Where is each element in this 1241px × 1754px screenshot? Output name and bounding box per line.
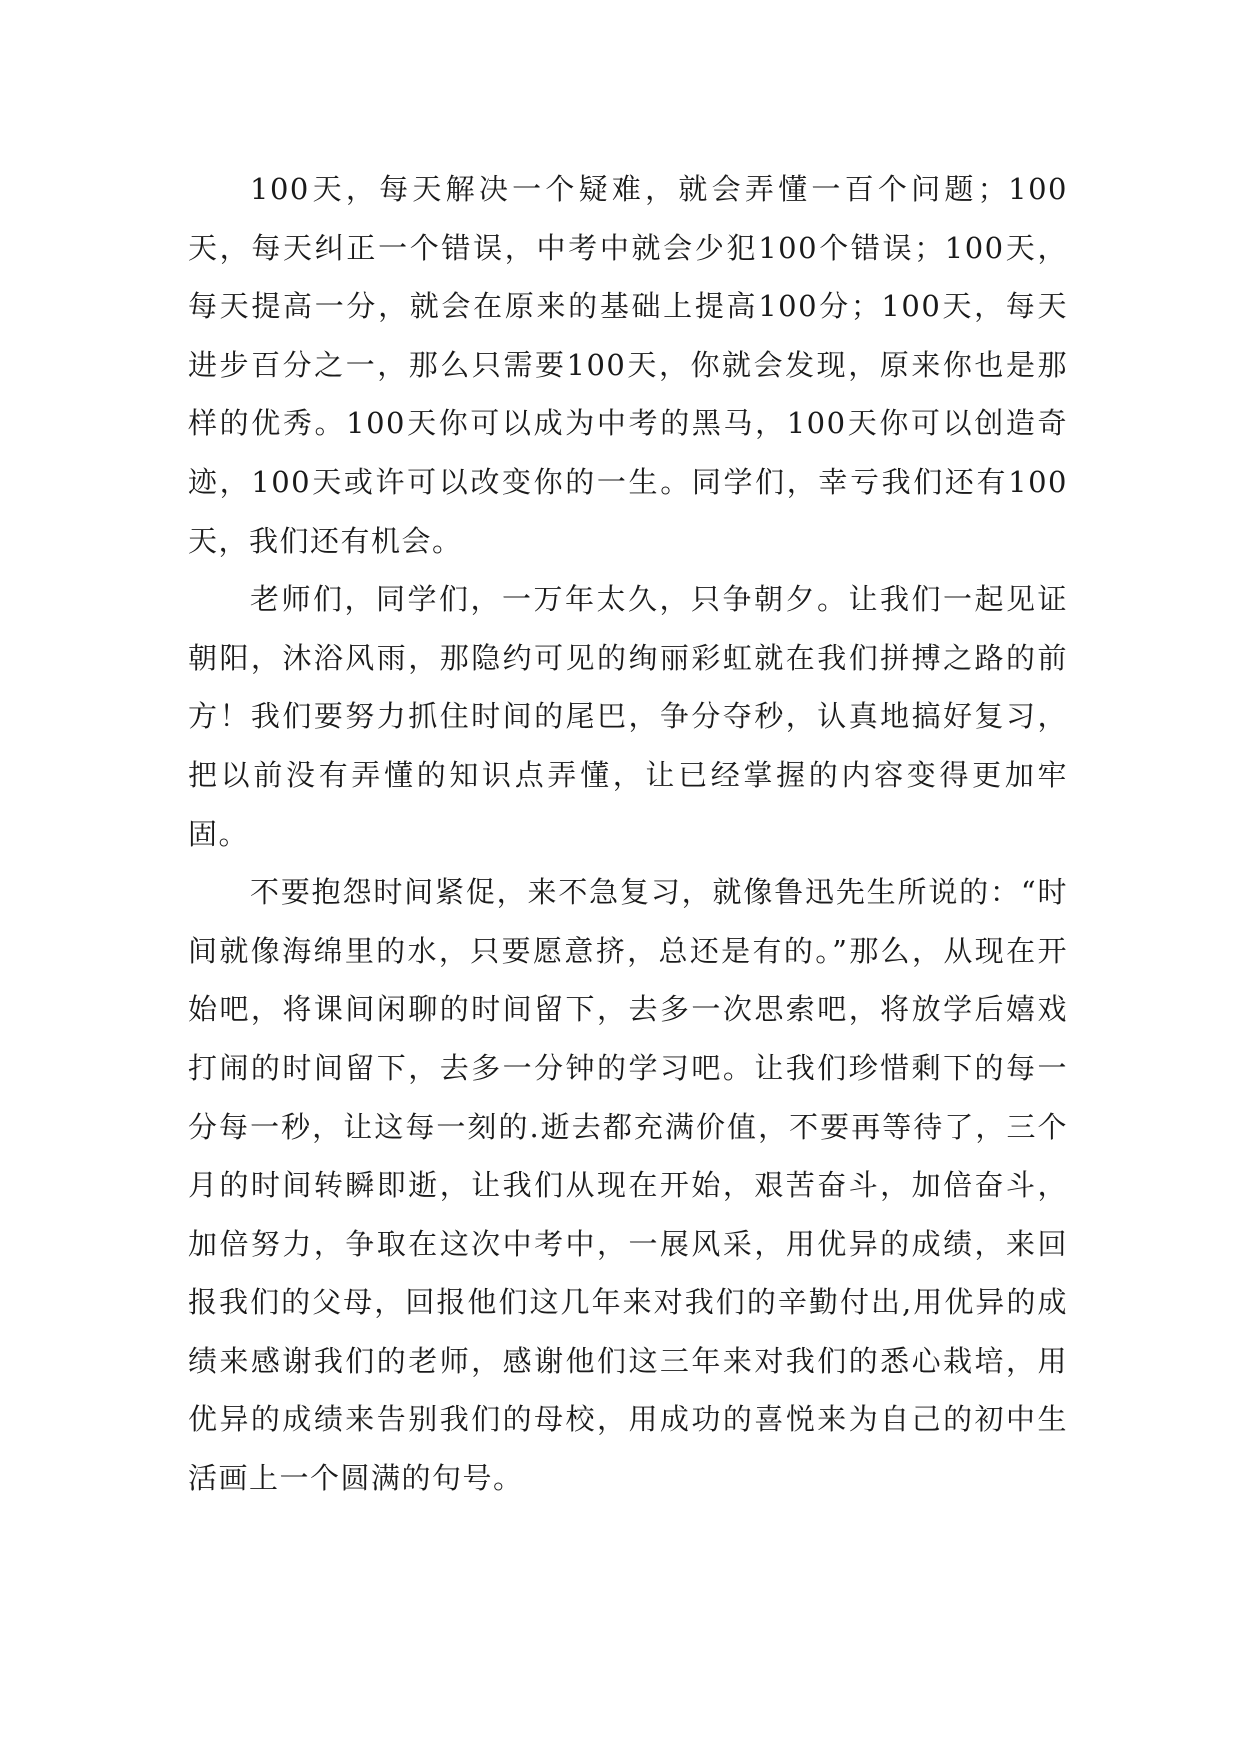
- paragraph-cherish-time: 不要抱怨时间紧促，来不急复习，就像鲁迅先生所说的：“时间就像海绵里的水，只要愿意挤，总还是有的。”那么，从现在开始吧，将课间闲聊的时间留下，去多一次思索吧，将放学后嬉戏打闹的时间留下，去多一分钟的学习吧。让我们珍惜剩下的每一分每一秒，让这每一刻的.逝去都充满价值，不要再等待了，三个月的时间转瞬即逝，让我们从现在开始，艰苦奋斗，加倍奋斗，加倍努力，争取在这次中考中，一展风采，用优异的成绩，来回报我们的父母，回报他们这几年来对我们的辛勤付出,用优异的成绩来感谢我们的老师，感谢他们这三年来对我们的悉心栽培，用优异的成绩来告别我们的母校，用成功的喜悦来为自己的初中生活画上一个圆满的句号。: [188, 875, 1068, 1496]
- paragraph-seize-the-day: 老师们，同学们，一万年太久，只争朝夕。让我们一起见证朝阳，沐浴风雨，那隐约可见的绚丽彩虹就在我们拼搏之路的前方！我们要努力抓住时间的尾巴，争分夺秒，认真地搞好复习，把以前没有弄懂的知识点弄懂，让已经掌握的内容变得更加牢固。: [188, 582, 1068, 851]
- document-body: [188, 160, 1068, 1508]
- paragraph-100-days: 100天，每天解决一个疑难，就会弄懂一百个问题；100天，每天纠正一个错误，中考中就会少犯100个错误；100天，每天提高一分，就会在原来的基础上提高100分；100天，每天进步百分之一，那么只需要100天，你就会发现，原来你也是那样的优秀。100天你可以成为中考的黑马，100天你可以创造奇迹，100天或许可以改变你的一生。同学们，幸亏我们还有100天，我们还有机会。: [188, 172, 1068, 558]
